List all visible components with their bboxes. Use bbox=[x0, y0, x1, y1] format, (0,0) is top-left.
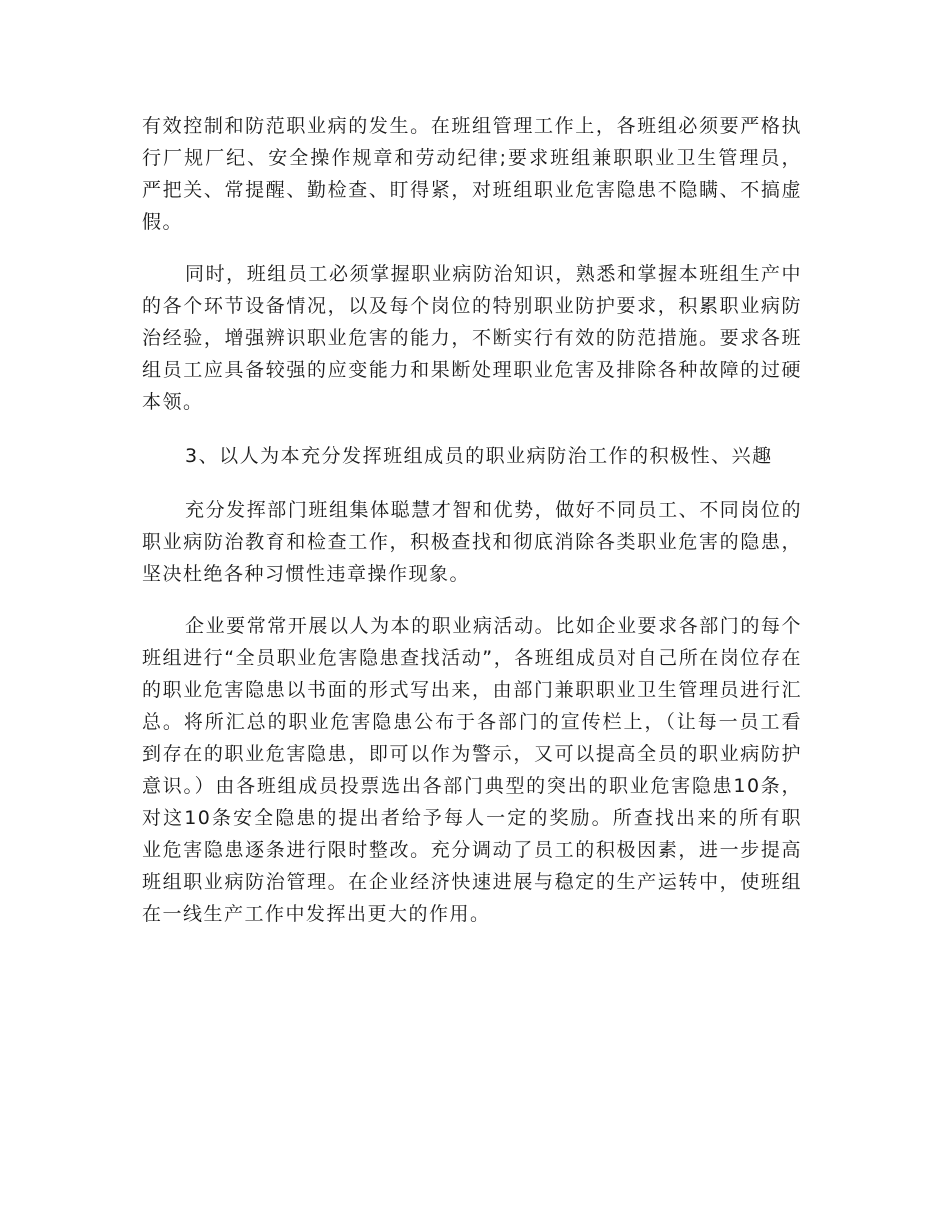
paragraph-people-oriented-activity: 企业要常常开展以人为本的职业病活动。比如企业要求各部门的每个班组进行“全员职业危害隐患查找活动”，各班组成员对自己所在岗位存在的职业危害隐患以书面的形式写出来，由部门兼职职业卫生管理员进行汇总。将所汇总的职业危害隐患公布于各部门的宣传栏上，（让每一员工看到存在的职业危害隐患，即可以作为警示，又可以提高全员的职业病防护意识。）由各班组成员投票选出各部门典型的突出的职业危害隐患10条，对这10条安全隐患的提出者给予每人一定的奖励。所查找出来的所有职业危害隐患逐条进行限时整改。充分调动了员工的积极因素，进一步提高班组职业病防治管理。在企业经济快速进展与稳定的生产运转中，使班组在一线生产工作中发挥出更大的作用。 bbox=[142, 615, 802, 925]
section-heading-3: 3、以人为本充分发挥班组成员的职业病防治工作的积极性、兴趣 bbox=[185, 445, 773, 467]
document-body bbox=[142, 110, 802, 930]
paragraph-staff-knowledge: 同时，班组员工必须掌握职业病防治知识，熟悉和掌握本班组生产中的各个环节设备情况，以及每个岗位的特别职业防护要求，积累职业病防治经验，增强辨识职业危害的能力，不断实行有效的防范措施。要求各班组员工应具备较强的应变能力和果断处理职业危害及排除各种故障的过硬本领。 bbox=[142, 263, 802, 413]
paragraph-team-management: 有效控制和防范职业病的发生。在班组管理工作上，各班组必须要严格执行厂规厂纪、安全操作规章和劳动纪律;要求班组兼职职业卫生管理员，严把关、常提醒、勤检查、盯得紧，对班组职业危害隐患不隐瞒、不搞虚假。 bbox=[142, 115, 802, 233]
paragraph-collective-wisdom: 充分发挥部门班组集体聪慧才智和优势，做好不同员工、不同岗位的职业病防治教育和检查工作，积极查找和彻底消除各类职业危害的隐患，坚决杜绝各种习惯性违章操作现象。 bbox=[142, 499, 802, 585]
